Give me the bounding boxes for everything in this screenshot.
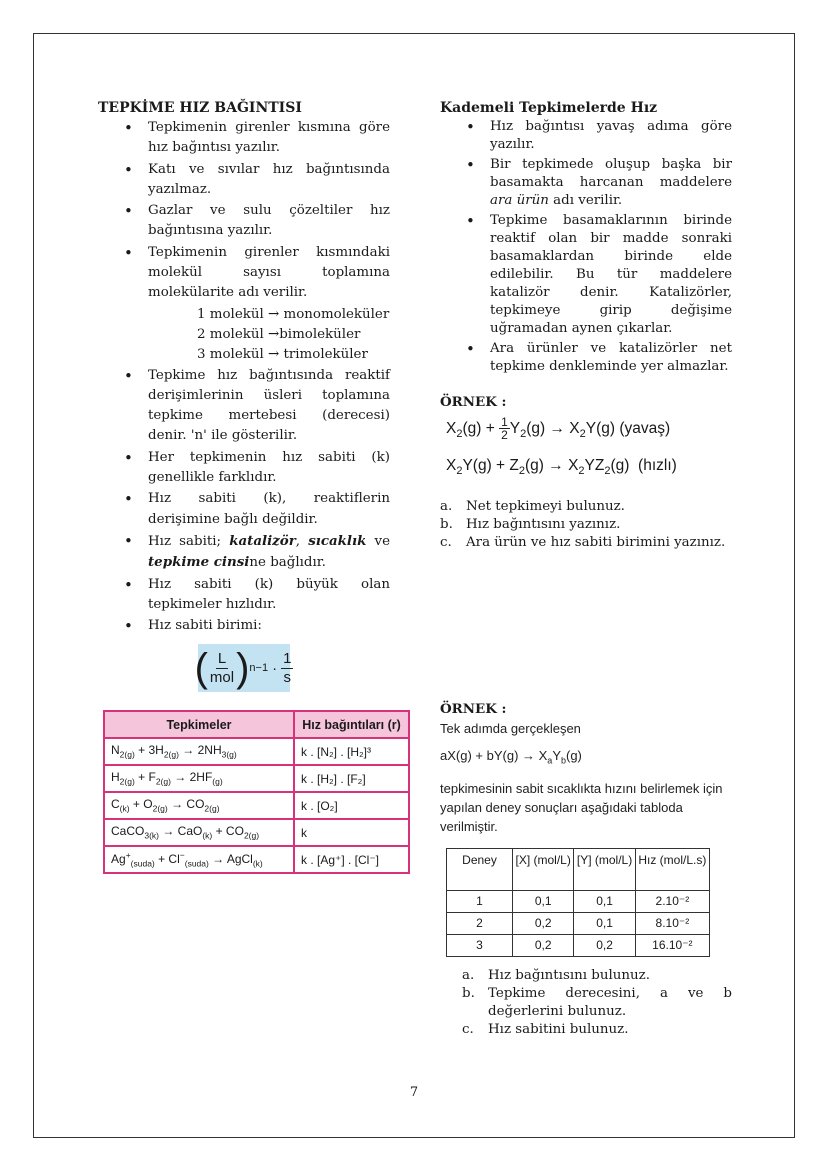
table-cell: 2.10⁻² [635,890,709,912]
rate-cell: k . [N₂] . [H₂]³ [294,738,409,765]
text-segment: Bir tepkimede oluşup başka bir basamakta harcanan maddelere [490,157,732,190]
text-segment: ne bağlıdır. [249,555,326,571]
reaction-cell: CaCO$_{3(k)}$ → $CaO_{(k)} + CO_{2(g)}$ [104,819,294,846]
question-text: Net tepkimeyi bulunuz. [466,499,625,515]
fraction-1-s [281,650,293,687]
reaction-cell: $C_{(k)} + O_{2(g)} \to CO_{2(g)}$ [104,792,294,819]
section-title-rate-law: TEPKİME HIZ BAĞINTISI [98,100,302,116]
question-label: c. [440,535,452,551]
slow-step-equation: $X_2(g)$ + $\frac{1}{2}$ $Y_2(g) \to X_2Y(g)$ (yavaş) [446,415,671,443]
slow-tag: (yavaş) [619,420,671,437]
left-column [98,98,390,692]
text-segment: , [295,533,309,549]
section-title-stepwise: Kademeli Tepkimelerde Hız [440,100,658,116]
question-label: c. [462,1021,474,1037]
reaction-cell: $Ag^+_{(suda)} + Cl^-_{(suda)}$ → AgCl$_{(k)}$ [104,846,294,873]
bullet-item: • Hız sabiti (k) büyük olan tepkimeler hızlıdır. [122,575,390,616]
text-segment: adı verilir. [548,193,623,208]
table-row [447,912,710,934]
numerator: L [217,649,227,667]
stepwise-bullets [464,118,732,376]
table-header: Deney [447,848,513,890]
table-row [447,934,710,956]
table-cell: 1 [447,890,513,912]
example-label: ÖRNEK : [440,701,507,717]
question-text: Tepkime derecesini, a ve b değerlerini bulunuz. [488,985,732,1019]
question-item [462,967,732,985]
table-header: Hız bağıntıları (r) [294,711,409,738]
text-segment: ve [366,533,391,549]
table-header-row [104,711,409,738]
bullet-item: • Hız sabiti (k), reaktiflerin derişimine bağlı değildir. [122,489,390,530]
bullet-item: • Tepkimenin girenler kısmındaki molekül sayısı toplamına molekülarite adı verilir. [122,243,390,304]
emphasis-text: tepkime cinsi [148,554,250,571]
table-header: Hız (mol/L.s) [635,848,709,890]
example2-questions [462,967,732,1039]
page-number: 7 [409,1085,419,1100]
question-label: b. [462,985,475,1001]
example2-block [440,701,732,1039]
example1-questions [440,498,732,552]
right-paren: ) [236,646,250,691]
bullet-item: • Tepkime hız bağıntısında reaktif derişimlerinin üsleri toplamına tepkime mertebesi (derecesi) denir. 'n' ile gösterilir. [122,366,390,447]
table-row [447,890,710,912]
table-cell: 16.10⁻² [635,934,709,956]
right-column [440,98,732,552]
bullet-item: • Her tepkimenin hız sabiti (k) genellikle farklıdır. [122,448,390,489]
emphasis-text: sıcaklık [308,532,367,549]
question-item [462,985,732,1021]
question-item [462,1021,732,1039]
question-text: Ara ürün ve hız sabiti birimini yazınız. [466,535,726,551]
table-row [104,819,409,846]
table-cell: 0,1 [513,890,574,912]
question-label: a. [462,967,475,983]
fast-tag: (hızlı) [638,457,677,475]
table-cell: 8.10⁻² [635,912,709,934]
table-row [104,792,409,819]
rate-law-bullets [122,118,390,304]
question-item [440,498,732,516]
emphasis-text: katalizör [229,532,296,549]
bullet-item: • Gazlar ve sulu çözeltiler hız bağıntısına yazılır. [122,201,390,242]
reaction-cell: $H_{2(g)} + F_{2(g)} \to 2HF_{(g)}$ [104,765,294,792]
denominator: s [283,668,291,686]
table-cell: 0,1 [574,890,635,912]
reaction-rate-table [103,710,410,874]
table-row [104,765,409,792]
bullet-item-intermediate [464,156,732,210]
example-label: ÖRNEK : [440,394,507,410]
fraction-l-mol [208,650,236,687]
left-paren: ( [194,646,208,691]
fast-step-equation: $X_2Y(g) + Z_2(g) \to X_2YZ_2(g)$ (hızlı) [446,457,677,478]
table-row [104,846,409,873]
question-item [440,534,732,552]
denominator: mol [209,668,235,686]
table-cell: 0,1 [574,912,635,934]
question-label: b. [440,517,453,533]
experiment-table [446,848,710,957]
reaction-cell: $N_{2(g)} + 3H_{2(g)} \to 2NH_{3(g)}$ [104,738,294,765]
example2-description: tepkimesinin sabit sıcaklıkta hızını belirlemek için yapılan deney sonuçları aşağıdaki tabloda verilmiştir. [440,780,723,834]
exponent: n−1 [249,662,269,675]
dot-operator: · [272,659,278,677]
question-label: a. [440,499,453,515]
table-header: [Y] (mol/L) [574,848,635,890]
rate-cell: k . [Ag⁺] . [Cl⁻] [294,846,409,873]
question-item [440,516,732,534]
table-row [104,738,409,765]
rate-constant-unit-formula [194,644,292,692]
table-header: Tepkimeler [104,711,294,738]
molecularity-item: 3 molekül → trimoleküler [197,347,368,363]
table-cell: 3 [447,934,513,956]
molecularity-list [197,305,390,366]
bullet-item-rate-factors [122,531,390,574]
bullet-item: • Tepkime basamaklarının birinde reaktif olan bir madde sonraki basamaklardan birinde elde edilebilir. Bu tür maddelere katalizör denir. Katalizörler, tepkimeye girip değişime uğramadan aynen çıkarlar. [464,212,732,338]
bullet-item: • Hız sabiti birimi: [122,616,390,636]
table-cell: 0,2 [574,934,635,956]
emphasis-text: ara ürün [490,193,549,208]
bullet-item: • Katı ve sıvılar hız bağıntısında yazılmaz. [122,160,390,201]
rate-cell: k . [H₂] . [F₂] [294,765,409,792]
table-cell: 0,2 [513,934,574,956]
bullet-item: • Hız bağıntısı yavaş adıma göre yazılır. [464,118,732,154]
half-fraction: $\frac{1}{2}$ [501,415,508,443]
rate-cell: k [294,819,409,846]
example2-intro: Tek adımda gerçekleşen [440,721,581,736]
bullet-item: • Tepkimenin girenler kısmına göre hız bağıntısı yazılır. [122,118,390,159]
question-text: Hız sabitini bulunuz. [488,1021,629,1037]
molecularity-item: 1 molekül → monomoleküler [197,306,390,322]
question-text: Hız bağıntısını yazınız. [466,517,621,533]
text-segment: Hız sabiti; [148,533,230,549]
molecularity-item: 2 molekül →bimoleküler [197,326,361,342]
rate-cell: k . [O₂] [294,792,409,819]
rate-constant-bullets [122,366,390,637]
question-text: Hız bağıntısını bulunuz. [488,967,650,983]
numerator: 1 [283,649,292,667]
table-cell: 2 [447,912,513,934]
bullet-item: • Ara ürünler ve katalizörler net tepkime denkleminde yer almazlar. [464,340,732,376]
example2-equation: $aX(g) + bY(g) \to X_aY_b(g)$ [440,748,582,766]
table-header: [X] (mol/L) [513,848,574,890]
table-cell: 0,2 [513,912,574,934]
table-header-row [447,848,710,890]
